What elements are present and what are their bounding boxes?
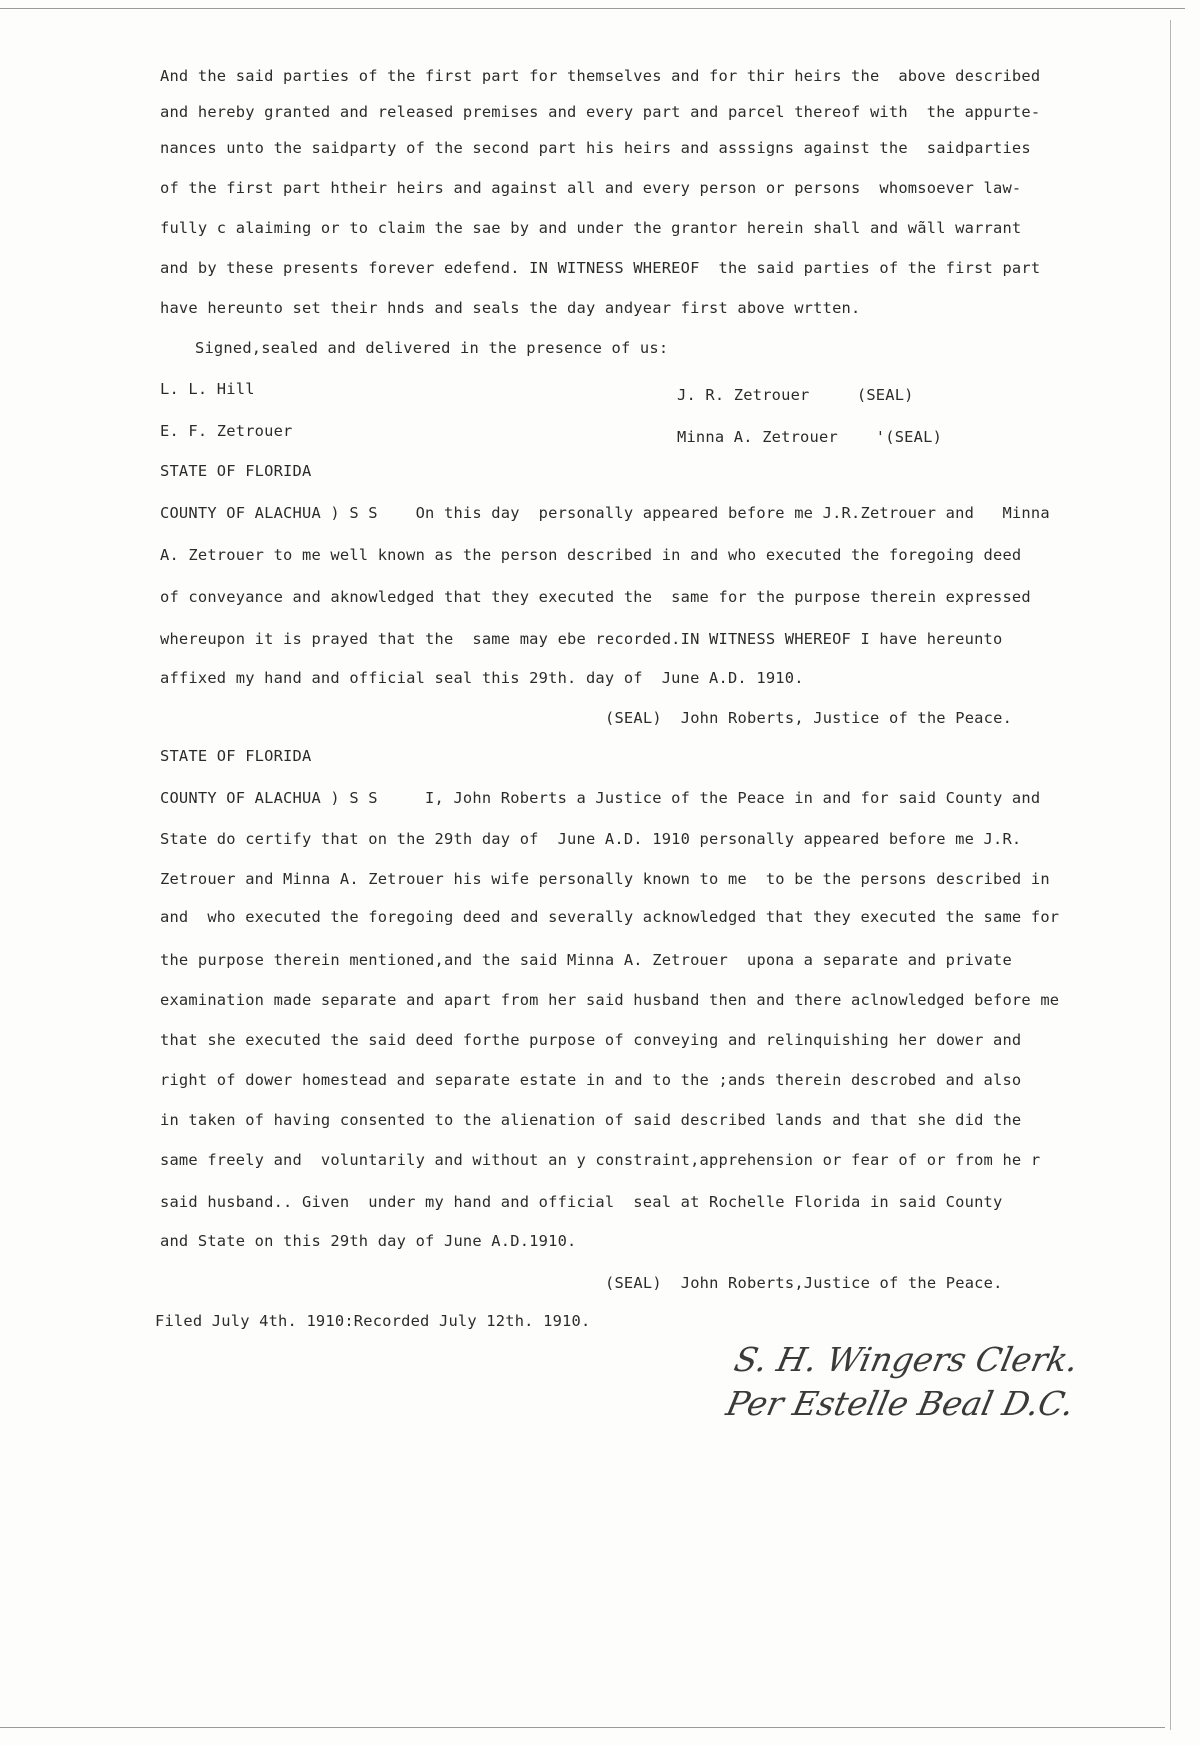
certificate-line: the purpose therein mentioned,and the said Minna A. Zetrouer upona a separate and private xyxy=(160,951,1012,969)
deputy-clerk-signature: Per Estelle Beal D.C. xyxy=(722,1384,1078,1423)
warranty-line: nances unto the saidparty of the second part his heirs and asssigns against the saidparties xyxy=(160,139,1031,157)
state-heading: STATE OF FLORIDA xyxy=(160,462,312,480)
witness-name: E. F. Zetrouer xyxy=(160,422,293,440)
certificate-line: and State on this 29th day of June A.D.1910. xyxy=(160,1232,577,1250)
certificate-line: same freely and voluntarily and without an y constraint,apprehension or fear of or from he r xyxy=(160,1151,1041,1169)
acknowledgment-line: of conveyance and aknowledged that they executed the same for the purpose therein expressed xyxy=(160,588,1031,606)
justice-signature: (SEAL) John Roberts,Justice of the Peace. xyxy=(605,1274,1003,1292)
acknowledgment-line: whereupon it is prayed that the same may ebe recorded.IN WITNESS WHEREOF I have hereunto xyxy=(160,630,1003,648)
certificate-line: right of dower homestead and separate estate in and to the ;ands therein descrobed and also xyxy=(160,1071,1022,1089)
warranty-line: And the said parties of the first part for themselves and for thir heirs the above described xyxy=(160,67,1041,85)
certificate-line: COUNTY OF ALACHUA ) S S I, John Roberts a Justice of the Peace in and for said County and xyxy=(160,789,1041,807)
grantor-signature: J. R. Zetrouer (SEAL) xyxy=(677,386,914,404)
acknowledgment-line: A. Zetrouer to me well known as the person described in and who executed the foregoing deed xyxy=(160,546,1022,564)
acknowledgment-line: affixed my hand and official seal this 29th. day of June A.D. 1910. xyxy=(160,669,804,687)
warranty-line: and by these presents forever edefend. IN WITNESS WHEREOF the said parties of the first part xyxy=(160,259,1041,277)
warranty-line: of the first part htheir heirs and against all and every person or persons whomsoever law- xyxy=(160,179,1022,197)
page-bottom-edge xyxy=(0,1727,1165,1728)
certificate-line: in taken of having consented to the alienation of said described lands and that she did the xyxy=(160,1111,1022,1129)
signed-statement: Signed,sealed and delivered in the presence of us: xyxy=(195,339,669,357)
certificate-line: State do certify that on the 29th day of June A.D. 1910 personally appeared before me J.R. xyxy=(160,830,1022,848)
certificate-line: said husband.. Given under my hand and official seal at Rochelle Florida in said County xyxy=(160,1193,1003,1211)
warranty-line: fully c alaiming or to claim the sae by and under the grantor herein shall and wãll warrant xyxy=(160,219,1022,237)
warranty-line: have hereunto set their hnds and seals the day andyear first above wrtten. xyxy=(160,299,861,317)
grantor-signature: Minna A. Zetrouer '(SEAL) xyxy=(677,428,943,446)
justice-signature: (SEAL) John Roberts, Justice of the Peace. xyxy=(605,709,1013,727)
page-top-edge xyxy=(0,8,1185,9)
clerk-signature: S. H. Wingers Clerk. xyxy=(730,1340,1083,1379)
filing-record: Filed July 4th. 1910:Recorded July 12th. 1910. xyxy=(155,1312,591,1330)
certificate-line: and who executed the foregoing deed and severally acknowledged that they executed the same for xyxy=(160,908,1060,926)
certificate-line: examination made separate and apart from her said husband then and there aclnowledged before me xyxy=(160,991,1060,1009)
page-right-edge xyxy=(1170,20,1171,1730)
warranty-line: and hereby granted and released premises and every part and parcel thereof with the appurte- xyxy=(160,103,1041,121)
acknowledgment-line: COUNTY OF ALACHUA ) S S On this day personally appeared before me J.R.Zetrouer and Minna xyxy=(160,504,1050,522)
certificate-line: Zetrouer and Minna A. Zetrouer his wife personally known to me to be the persons described in xyxy=(160,870,1050,888)
witness-name: L. L. Hill xyxy=(160,380,255,398)
state-heading: STATE OF FLORIDA xyxy=(160,747,312,765)
certificate-line: that she executed the said deed forthe purpose of conveying and relinquishing her dower and xyxy=(160,1031,1022,1049)
